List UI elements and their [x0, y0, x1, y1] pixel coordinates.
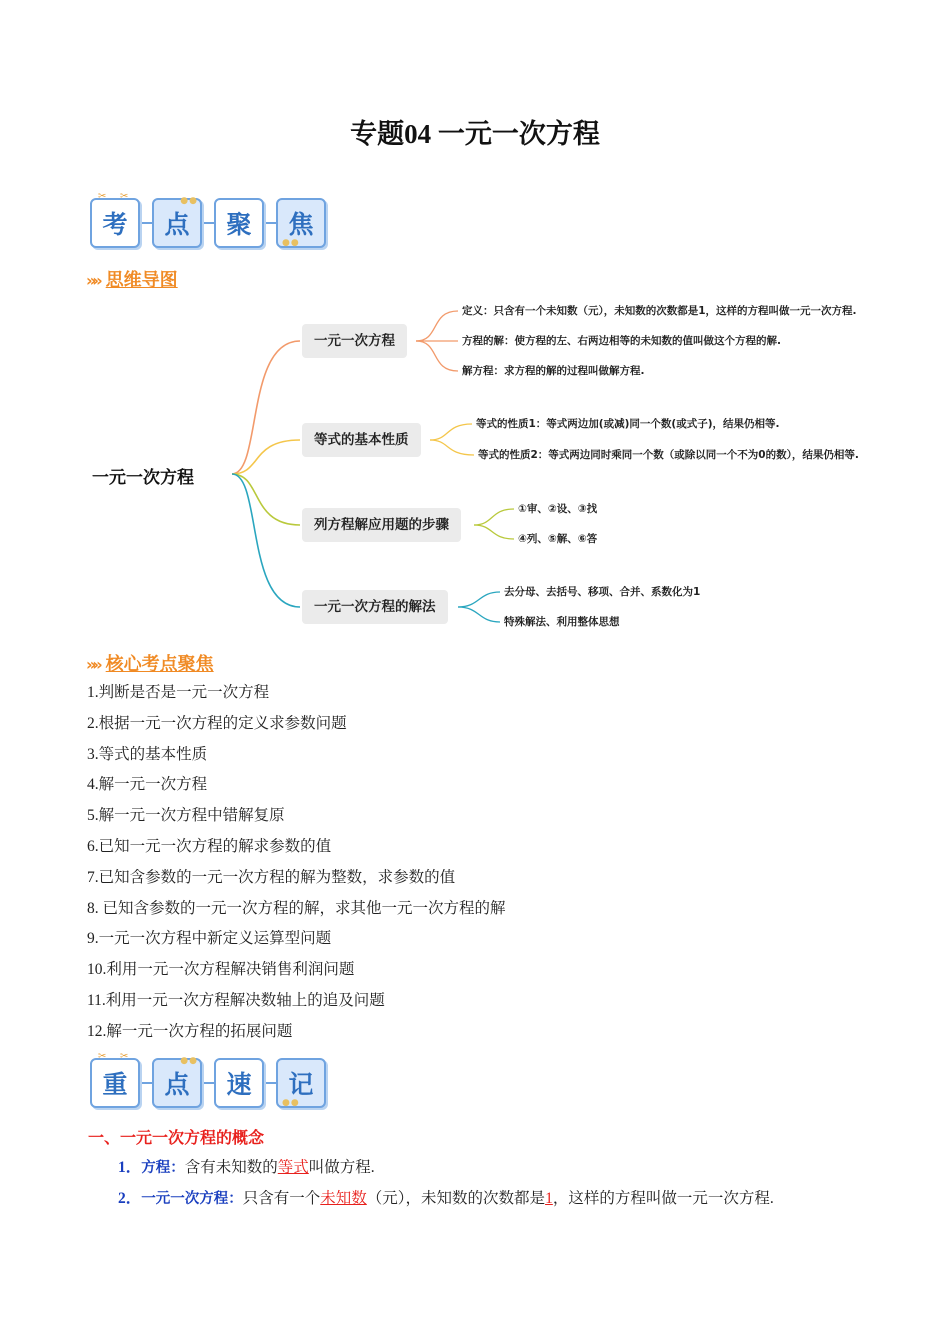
- list-item: 11.利用一元一次方程解决数轴上的追及问题: [87, 991, 385, 1009]
- banner-tile: 速: [214, 1058, 264, 1108]
- mind-map-root: 一元一次方程: [92, 468, 194, 488]
- definition-linear-equation: 2．一元一次方程：只含有一个未知数（元），未知数的次数都是1，这样的方程叫做一元一次方程.: [118, 1190, 774, 1207]
- mind-map-leaf: 等式的性质2：等式两边同时乘同一个数（或除以同一个不为0的数），结果仍相等.: [478, 449, 859, 461]
- list-item: 1.判断是否是一元一次方程: [87, 684, 270, 701]
- core-points-list: [87, 682, 506, 1052]
- mindmap-heading: »» 思维导图: [86, 270, 178, 291]
- mind-map-leaf: 解方程：求方程的解的过程叫做解方程.: [462, 365, 645, 377]
- clip-icon: ✂: [98, 1051, 107, 1062]
- list-item: 7.已知含参数的一元一次方程的解为整数，求参数的值: [87, 868, 456, 886]
- double-chevron-icon: »»: [86, 271, 99, 290]
- page-title: 专题04 一元一次方程: [350, 119, 600, 149]
- fill-blank: 未知数: [320, 1190, 367, 1207]
- list-item: 9.一元一次方程中新定义运算型问题: [87, 930, 332, 948]
- list-item: 4.解一元一次方程: [87, 776, 208, 794]
- list-item: 5.解一元一次方程中错解复原: [87, 807, 285, 825]
- list-item: 12.解一元一次方程的拓展问题: [87, 1022, 293, 1040]
- fill-blank: 1: [545, 1190, 553, 1207]
- banner-tile: ✂ ✂ 考: [90, 198, 140, 248]
- mind-map-leaf: 特殊解法、利用整体思想: [504, 616, 620, 628]
- mind-map-leaf: 等式的性质1：等式两边加(或减)同一个数(或式子)，结果仍相等.: [476, 418, 780, 430]
- list-item: 3.等式的基本性质: [87, 745, 208, 763]
- clip-icon: ✂: [120, 1051, 129, 1062]
- mind-map-leaf: ④列、⑤解、⑥答: [518, 533, 598, 545]
- definition-equation: 1．方程：含有未知数的等式叫做方程.: [118, 1159, 375, 1176]
- mind-map-branch: 一元一次方程的解法: [302, 590, 448, 624]
- fill-blank: 等式: [277, 1159, 309, 1176]
- section-title: 一、一元一次方程的概念: [88, 1128, 265, 1147]
- banner-kaodianjujiao: [90, 191, 326, 248]
- banner-tile: ●● 记: [276, 1058, 326, 1108]
- mind-map-leaf: 定义：只含有一个未知数（元），未知数的次数都是1，这样的方程叫做一元一次方程.: [462, 305, 857, 317]
- list-item: 10.利用一元一次方程解决销售利润问题: [87, 961, 355, 979]
- banner-zhongdiansuji: [90, 1051, 326, 1108]
- banner-tile: ●● 点: [152, 198, 202, 248]
- mind-map-branch: 列方程解应用题的步骤: [302, 508, 461, 542]
- banner-tile: 聚: [214, 198, 264, 248]
- mind-map-leaf: ①审、②设、③找: [518, 503, 598, 515]
- banner-tile: ●● 点: [152, 1058, 202, 1108]
- mind-map: [0, 290, 950, 640]
- double-chevron-icon: »»: [86, 655, 99, 674]
- core-points-heading: »» 核心考点聚焦: [86, 654, 214, 675]
- banner-tile: ●● 焦: [276, 198, 326, 248]
- mind-map-branch: 等式的基本性质: [302, 423, 421, 457]
- list-item: 6.已知一元一次方程的解求参数的值: [87, 837, 332, 855]
- clip-icon: ✂: [120, 191, 129, 202]
- mind-map-branch: 一元一次方程: [302, 324, 407, 358]
- list-item: 8. 已知含参数的一元一次方程的解，求其他一元一次方程的解: [87, 899, 506, 917]
- list-item: 2.根据一元一次方程的定义求参数问题: [87, 714, 347, 732]
- mind-map-leaf: 去分母、去括号、移项、合并、系数化为1: [504, 586, 701, 598]
- clip-icon: ✂: [98, 191, 107, 202]
- banner-tile: ✂ ✂ 重: [90, 1058, 140, 1108]
- mind-map-leaf: 方程的解：使方程的左、右两边相等的未知数的值叫做这个方程的解.: [462, 335, 781, 347]
